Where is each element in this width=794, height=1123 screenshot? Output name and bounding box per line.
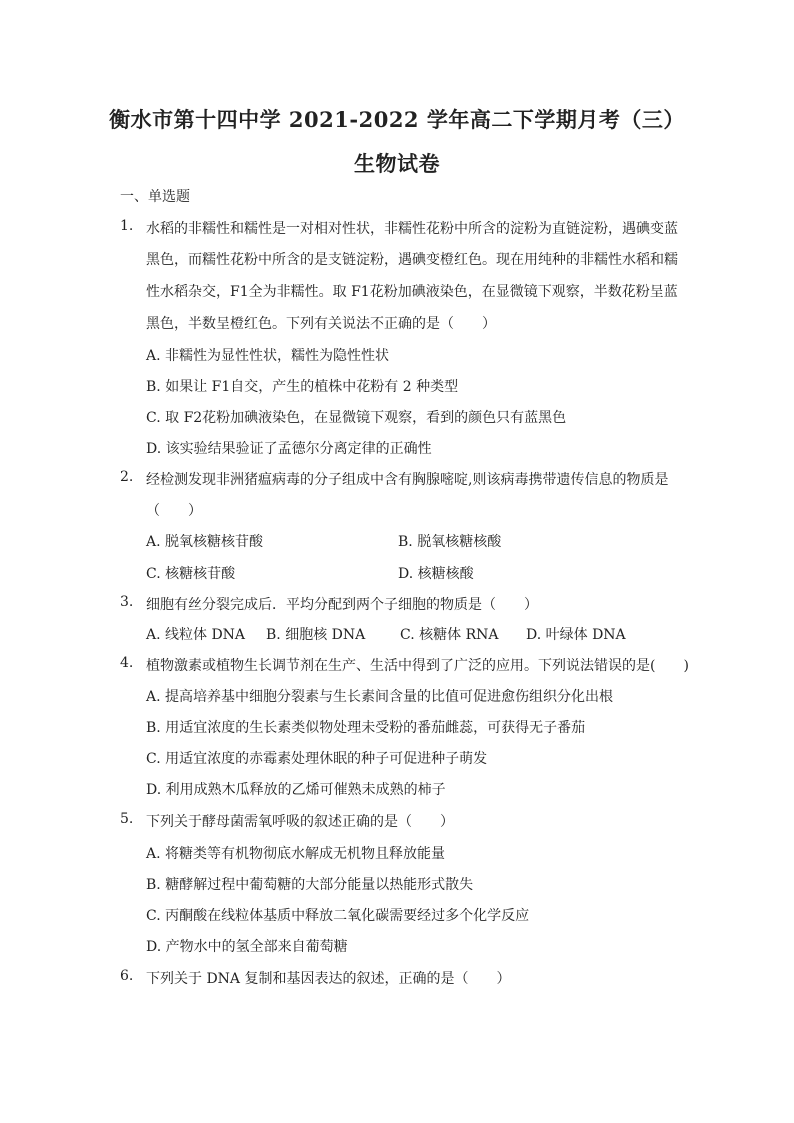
question-text-line: 下列关于 DNA 复制和基因表达的叙述，正确的是（ ）	[146, 971, 511, 987]
option-c: C. 核糖核苷酸	[146, 566, 236, 582]
option-b: B. 用适宜浓度的生长素类似物处理未受粉的番茄雌蕊，可获得无子番茄	[146, 720, 586, 736]
option-b: B. 糖酵解过程中葡萄糖的大部分能量以热能形式散失	[146, 877, 474, 893]
option-d: D. 利用成熟木瓜释放的乙烯可催熟未成熟的柿子	[146, 782, 446, 798]
exam-title: 衡水市第十四中学 2021-2022 学年高二下学期月考（三）	[109, 107, 685, 132]
option-a: A. 非糯性为显性性状，糯性为隐性性状	[146, 348, 390, 364]
option-b: B. 脱氧核糖核酸	[398, 534, 502, 550]
question-text-line: 性水稻杂交，F1全为非糯性。取 F1花粉加碘液染色，在显微镜下观察，半数花粉呈蓝	[146, 284, 678, 300]
section-heading: 一、单选题	[120, 189, 190, 205]
option-a: A. 脱氧核糖核苷酸	[146, 534, 264, 550]
question-number: 4.	[120, 655, 134, 671]
exam-subject-title: 生物试卷	[354, 151, 440, 176]
option-a: A. 提高培养基中细胞分裂素与生长素间含量的比值可促进愈伤组织分化出根	[146, 689, 614, 705]
option-c: C. 取 F2花粉加碘液染色，在显微镜下观察，看到的颜色只有蓝黑色	[146, 410, 567, 426]
question-number: 2.	[120, 469, 134, 485]
option-d: D. 产物水中的氢全部来自葡萄糖	[146, 939, 348, 955]
option-d: D. 核糖核酸	[398, 566, 474, 582]
option-c: C. 丙酮酸在线粒体基质中释放二氧化碳需要经过多个化学反应	[146, 908, 530, 924]
question-number: 3.	[120, 594, 134, 610]
option-b: B. 如果让 F1自交，产生的植株中花粉有 2 种类型	[146, 379, 459, 395]
question-text-line: （ ）	[146, 503, 202, 519]
option-a: A. 将糖类等有机物彻底水解成无机物且释放能量	[146, 846, 446, 862]
option-d: D. 叶绿体 DNA	[526, 627, 626, 643]
question-text-line: 植物激素或植物生长调节剂在生产、生活中得到了广泛的应用。下列说法错误的是( )	[146, 658, 689, 674]
option-b: B. 细胞核 DNA	[266, 627, 366, 643]
question-number: 5.	[120, 811, 134, 827]
option-d: D. 该实验结果验证了孟德尔分离定律的正确性	[146, 441, 432, 457]
question-text-line: 下列关于酵母菌需氧呼吸的叙述正确的是（ ）	[146, 814, 454, 830]
question-text-line: 水稻的非糯性和糯性是一对相对性状，非糯性花粉中所含的淀粉为直链淀粉，遇碘变蓝	[146, 221, 678, 237]
question-number: 1.	[120, 218, 134, 234]
option-c: C. 核糖体 RNA	[400, 627, 499, 643]
question-text-line: 黑色，半数呈橙红色。下列有关说法不正确的是（ ）	[146, 316, 496, 332]
question-number: 6.	[120, 968, 134, 984]
question-text-line: 黑色，而糯性花粉中所含的是支链淀粉，遇碘变橙红色。现在用纯种的非糯性水稻和糯	[146, 252, 678, 268]
question-text-line: 经检测发现非洲猪瘟病毒的分子组成中含有胸腺嘧啶,则该病毒携带遗传信息的物质是	[146, 472, 669, 488]
option-a: A. 线粒体 DNA	[146, 627, 246, 643]
option-c: C. 用适宜浓度的赤霉素处理休眠的种子可促进种子萌发	[146, 751, 488, 767]
question-text-line: 细胞有丝分裂完成后．平均分配到两个子细胞的物质是（ ）	[146, 597, 538, 613]
